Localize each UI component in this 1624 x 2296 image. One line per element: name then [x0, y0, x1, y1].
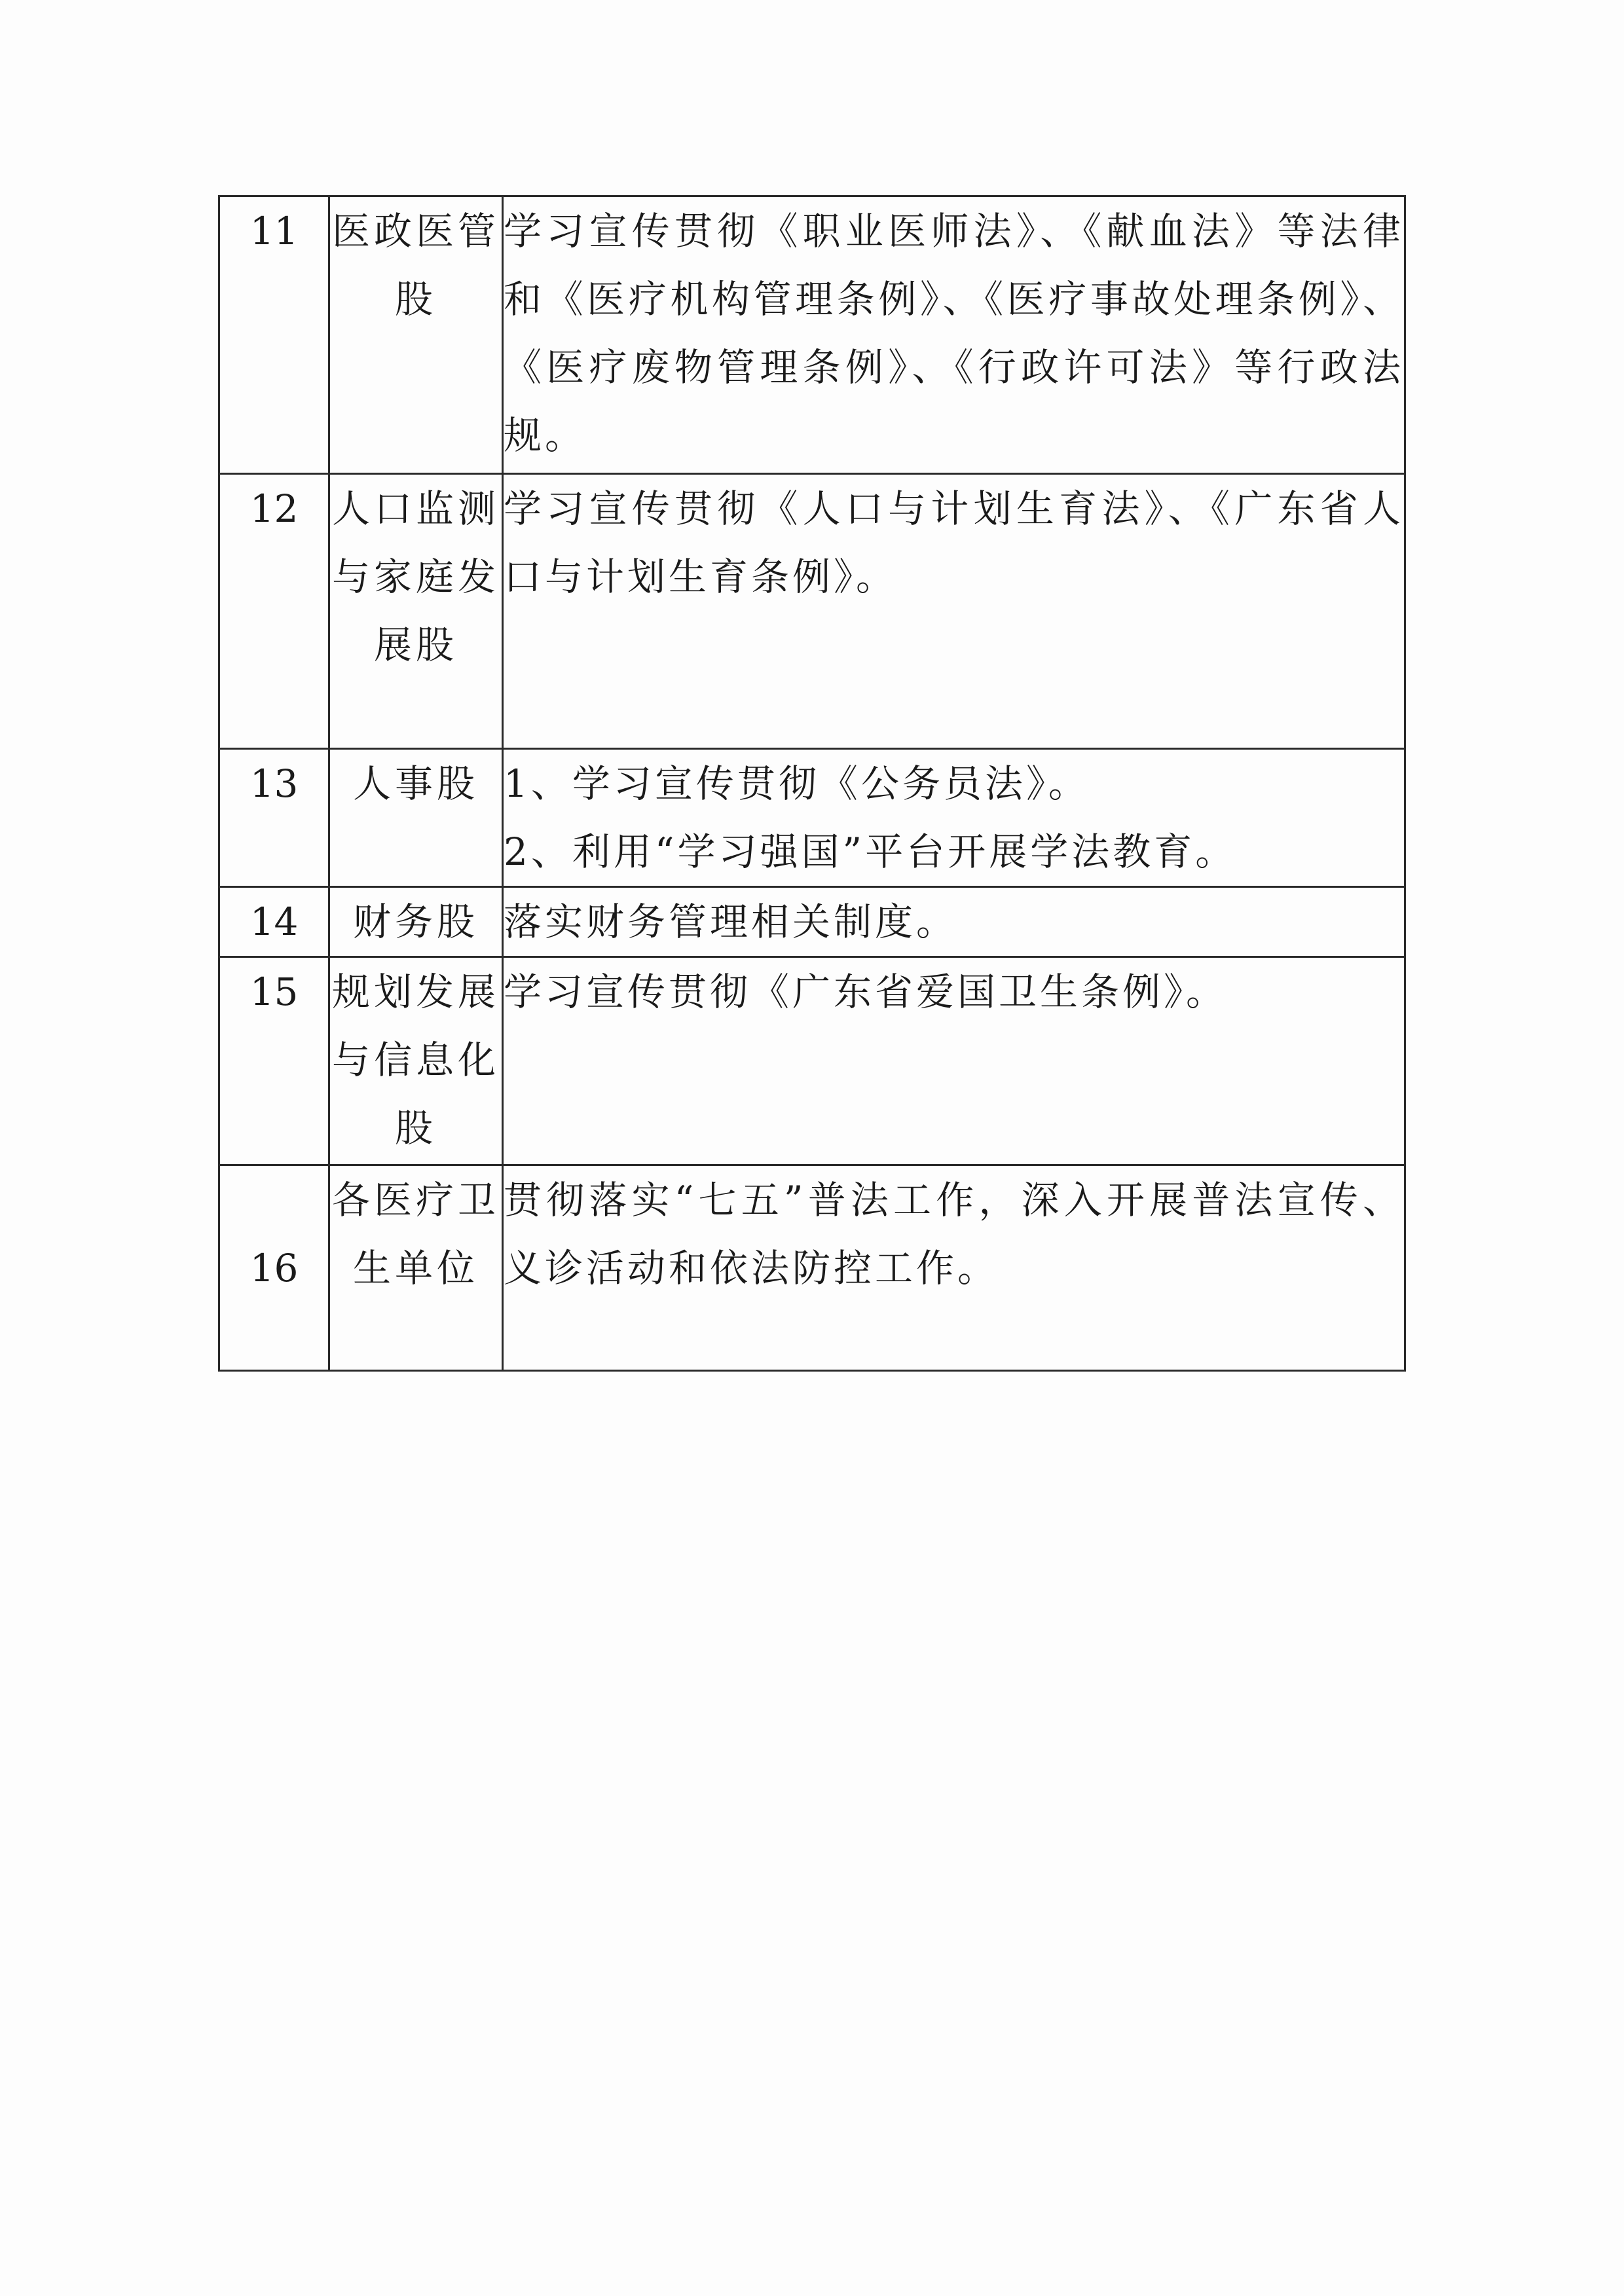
task-description — [503, 474, 1405, 749]
department-name: 规划发展与信息化股 — [329, 957, 503, 1165]
task-description — [503, 887, 1405, 957]
task-line: 贯彻落实“七五”普法工作，深入开展普法宣传、义诊活动和依法防控工作。 — [504, 1178, 1404, 1290]
task-line: 学习宣传贯彻《广东省爱国卫生条例》。 — [504, 970, 1228, 1014]
department-name: 医政医管股 — [329, 196, 503, 474]
table-row — [219, 887, 1405, 957]
department-name: 财务股 — [329, 887, 503, 957]
task-description — [503, 957, 1405, 1165]
task-line: 学习宣传贯彻《人口与计划生育法》、《广东省人口与计划生育条例》。 — [504, 486, 1404, 599]
department-name: 各医疗卫生单位 — [329, 1165, 503, 1371]
task-line: 学习宣传贯彻《职业医师法》、《献血法》等法律和《医疗机构管理条例》、《医疗事故处理条例》、《医疗废物管理条例》、《行政许可法》等行政法规。 — [504, 209, 1404, 458]
department-name: 人口监测与家庭发展股 — [329, 474, 503, 749]
row-number: 15 — [219, 957, 329, 1165]
task-description — [503, 1165, 1405, 1371]
table-row — [219, 1165, 1405, 1371]
task-line: 2、利用“学习强国”平台开展学法教育。 — [504, 829, 1237, 874]
task-description — [503, 749, 1405, 887]
table-row — [219, 957, 1405, 1165]
table-row — [219, 196, 1405, 474]
table-row — [219, 474, 1405, 749]
table-row — [219, 749, 1405, 887]
task-line: 落实财务管理相关制度。 — [504, 900, 958, 944]
row-number: 11 — [219, 196, 329, 474]
task-line: 1、学习宣传贯彻《公务员法》。 — [504, 761, 1090, 806]
responsibility-table — [218, 195, 1406, 1372]
row-number: 13 — [219, 749, 329, 887]
task-description — [503, 196, 1405, 474]
row-number: 16 — [219, 1165, 329, 1371]
row-number: 12 — [219, 474, 329, 749]
department-name: 人事股 — [329, 749, 503, 887]
row-number: 14 — [219, 887, 329, 957]
